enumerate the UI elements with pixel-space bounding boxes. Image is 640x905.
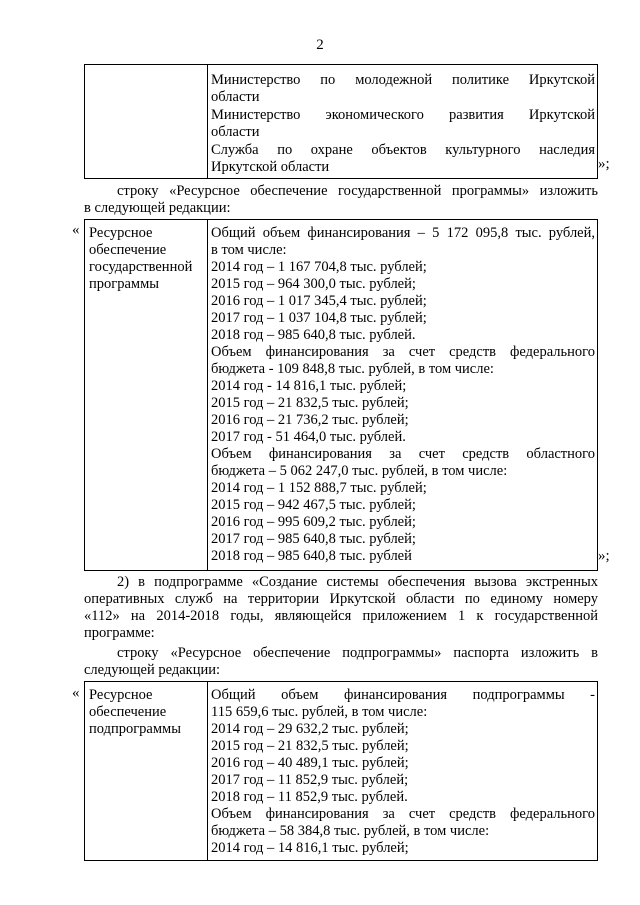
value-line: 2017 год – 11 852,9 тыс. рублей;: [211, 772, 409, 788]
value-line: 2014 год – 29 632,2 тыс. рублей;: [211, 721, 409, 737]
value-line: 2016 год – 1 017 345,4 тыс. рублей;: [211, 293, 427, 309]
value-line: 2017 год – 1 037 104,8 тыс. рублей;: [211, 310, 427, 326]
value-line: 2014 год – 1 167 704,8 тыс. рублей;: [211, 259, 427, 275]
paragraph-subprogram: «112» на 2014-2018 годы, являющейся приложением 1 к государственной: [84, 608, 598, 624]
label-line: обеспечение: [89, 242, 167, 258]
paragraph-subprogram: 2) в подпрограмме «Создание системы обеспечения вызова экстренных: [117, 574, 598, 590]
table-resources-subprogram: [84, 681, 598, 861]
table-line: Министерство экономического развития Иркутской: [211, 107, 595, 123]
value-line: 2016 год – 995 609,2 тыс. рублей;: [211, 514, 416, 530]
opening-quote-mark: «: [72, 222, 80, 238]
value-line: Объем финансирования за счет средств федерального: [211, 806, 595, 822]
value-line: Объем финансирования за счет средств областного: [211, 446, 595, 462]
table-resources-program: [84, 219, 598, 571]
table-line: области: [211, 124, 260, 140]
value-line: 2015 год – 942 467,5 тыс. рублей;: [211, 497, 416, 513]
value-line: 2018 год – 985 640,8 тыс. рублей.: [211, 327, 416, 343]
value-line: Общий объем финансирования подпрограммы -: [211, 687, 595, 703]
value-line: 2018 год – 11 852,9 тыс. рублей.: [211, 789, 408, 805]
label-line: обеспечение: [89, 704, 167, 720]
value-line: бюджета - 109 848,8 тыс. рублей, в том числе:: [211, 361, 494, 377]
paragraph-instruction: в следующей редакции:: [84, 200, 231, 216]
paragraph-instruction: строку «Ресурсное обеспечение подпрограммы» паспорта изложить в: [117, 645, 598, 661]
value-line: 2014 год – 1 152 888,7 тыс. рублей;: [211, 480, 427, 496]
value-line: Объем финансирования за счет средств федерального: [211, 344, 595, 360]
value-line: 2015 год – 964 300,0 тыс. рублей;: [211, 276, 416, 292]
value-line: 2015 год – 21 832,5 тыс. рублей;: [211, 395, 409, 411]
value-line: 2017 год – 985 640,8 тыс. рублей;: [211, 531, 416, 547]
paragraph-instruction: следующей редакции:: [84, 662, 221, 678]
table-line: Иркутской области: [211, 159, 330, 175]
paragraph-subprogram: программе:: [84, 625, 155, 641]
closing-quote-mark: »;: [598, 548, 610, 564]
value-line: 2014 год - 14 816,1 тыс. рублей;: [211, 378, 407, 394]
paragraph-subprogram: оперативных служб на территории Иркутской области по единому номеру: [84, 591, 598, 607]
table-line: Министерство по молодежной политике Иркутской: [211, 72, 595, 88]
table-continuation: [84, 64, 598, 179]
value-line: 2016 год – 21 736,2 тыс. рублей;: [211, 412, 409, 428]
value-line: 2015 год – 21 832,5 тыс. рублей;: [211, 738, 409, 754]
value-line: 115 659,6 тыс. рублей, в том числе:: [211, 704, 428, 720]
value-line: 2017 год - 51 464,0 тыс. рублей.: [211, 429, 406, 445]
paragraph-instruction: строку «Ресурсное обеспечение государственной программы» изложить: [117, 183, 598, 199]
value-line: бюджета – 58 384,8 тыс. рублей, в том числе:: [211, 823, 490, 839]
label-line: подпрограммы: [89, 721, 181, 737]
value-line: 2018 год – 985 640,8 тыс. рублей: [211, 548, 412, 564]
value-line: бюджета – 5 062 247,0 тыс. рублей, в том числе:: [211, 463, 508, 479]
column-divider: [207, 682, 208, 860]
label-line: государственной: [89, 259, 193, 275]
value-line: 2016 год – 40 489,1 тыс. рублей;: [211, 755, 409, 771]
label-line: Ресурсное: [89, 225, 153, 241]
label-line: Ресурсное: [89, 687, 153, 703]
table-line: области: [211, 89, 260, 105]
value-line: в том числе:: [211, 242, 287, 258]
value-line: Общий объем финансирования – 5 172 095,8 тыс. рублей,: [211, 225, 595, 241]
table-line: Служба по охране объектов культурного наследия: [211, 142, 595, 158]
column-divider: [207, 220, 208, 570]
column-divider: [207, 65, 208, 178]
opening-quote-mark: «: [72, 685, 80, 701]
value-line: 2014 год – 14 816,1 тыс. рублей;: [211, 840, 409, 856]
label-line: программы: [89, 276, 159, 292]
page-number: 2: [316, 37, 324, 53]
closing-quote-mark: »;: [598, 156, 610, 172]
